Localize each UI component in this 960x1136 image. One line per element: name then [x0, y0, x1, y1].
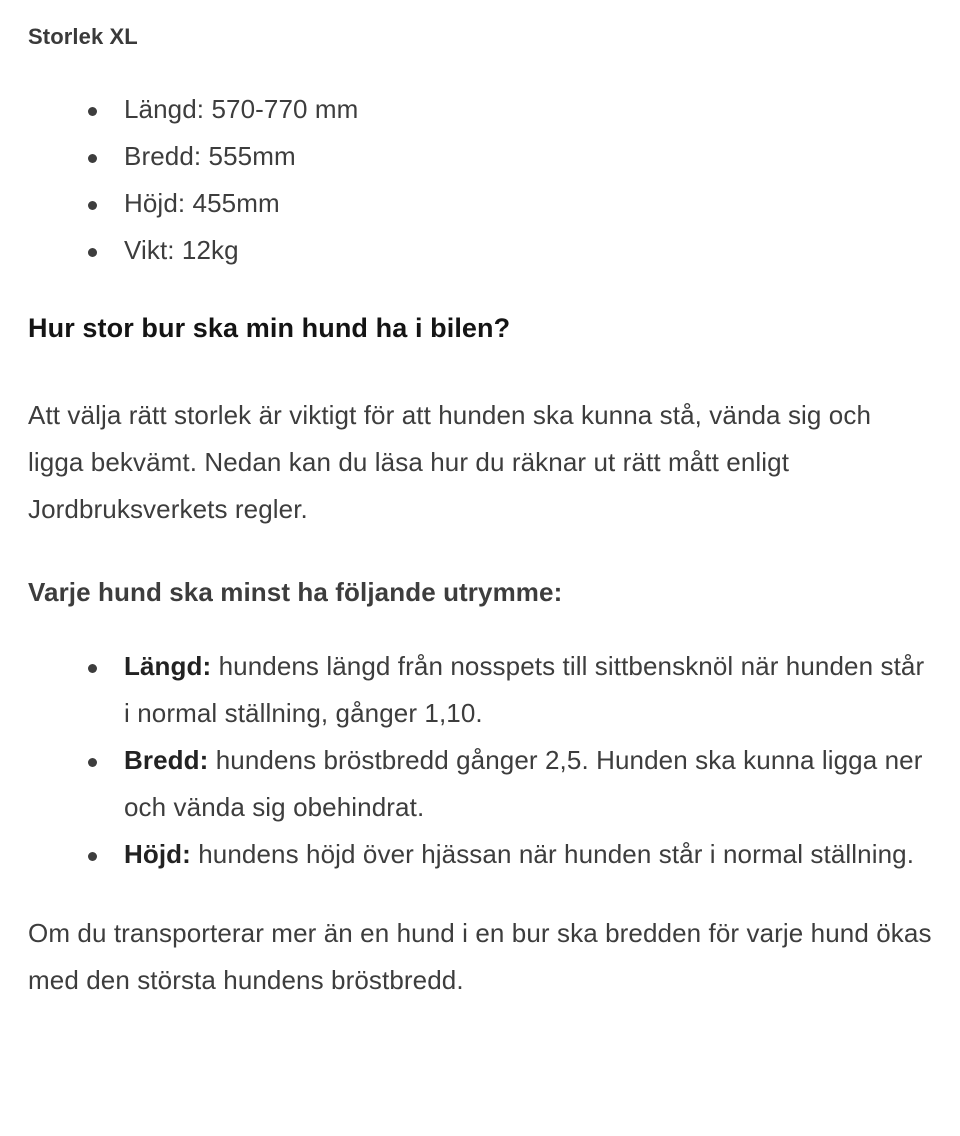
requirement-label: Höjd: — [124, 839, 191, 869]
spec-text: Höjd: 455mm — [124, 188, 280, 218]
list-item — [28, 831, 932, 878]
list-item — [28, 643, 932, 737]
spec-text: Bredd: 555mm — [124, 141, 296, 171]
list-item — [28, 180, 932, 227]
list-item — [28, 133, 932, 180]
requirement-text: hundens bröstbredd gånger 2,5. Hunden ska kunna ligga ner och vända sig obehindrat. — [124, 745, 923, 822]
question-heading: Hur stor bur ska min hund ha i bilen? — [28, 313, 511, 343]
page-title: Storlek XL — [28, 24, 138, 49]
spec-text: Längd: 570-770 mm — [124, 94, 359, 124]
list-item — [28, 86, 932, 133]
spec-text: Vikt: 12kg — [124, 235, 239, 265]
requirement-label: Längd: — [124, 651, 212, 681]
space-requirements-heading: Varje hund ska minst ha följande utrymme: — [28, 577, 563, 607]
list-item — [28, 227, 932, 274]
specification-list — [28, 86, 932, 274]
outro-paragraph: Om du transporterar mer än en hund i en bur ska bredden för varje hund ökas med den största hundens bröstbredd. — [28, 918, 932, 995]
requirement-label: Bredd: — [124, 745, 209, 775]
space-requirements-list — [28, 643, 932, 878]
intro-paragraph: Att välja rätt storlek är viktigt för att hunden ska kunna stå, vända sig och ligga bekvämt. Nedan kan du läsa hur du räknar ut rätt mått enligt Jordbruksverkets regler. — [28, 400, 872, 524]
list-item — [28, 737, 932, 831]
requirement-text: hundens längd från nosspets till sittbensknöl när hunden står i normal ställning, gånger 1,10. — [124, 651, 925, 728]
requirement-text: hundens höjd över hjässan när hunden står i normal ställning. — [190, 839, 915, 869]
